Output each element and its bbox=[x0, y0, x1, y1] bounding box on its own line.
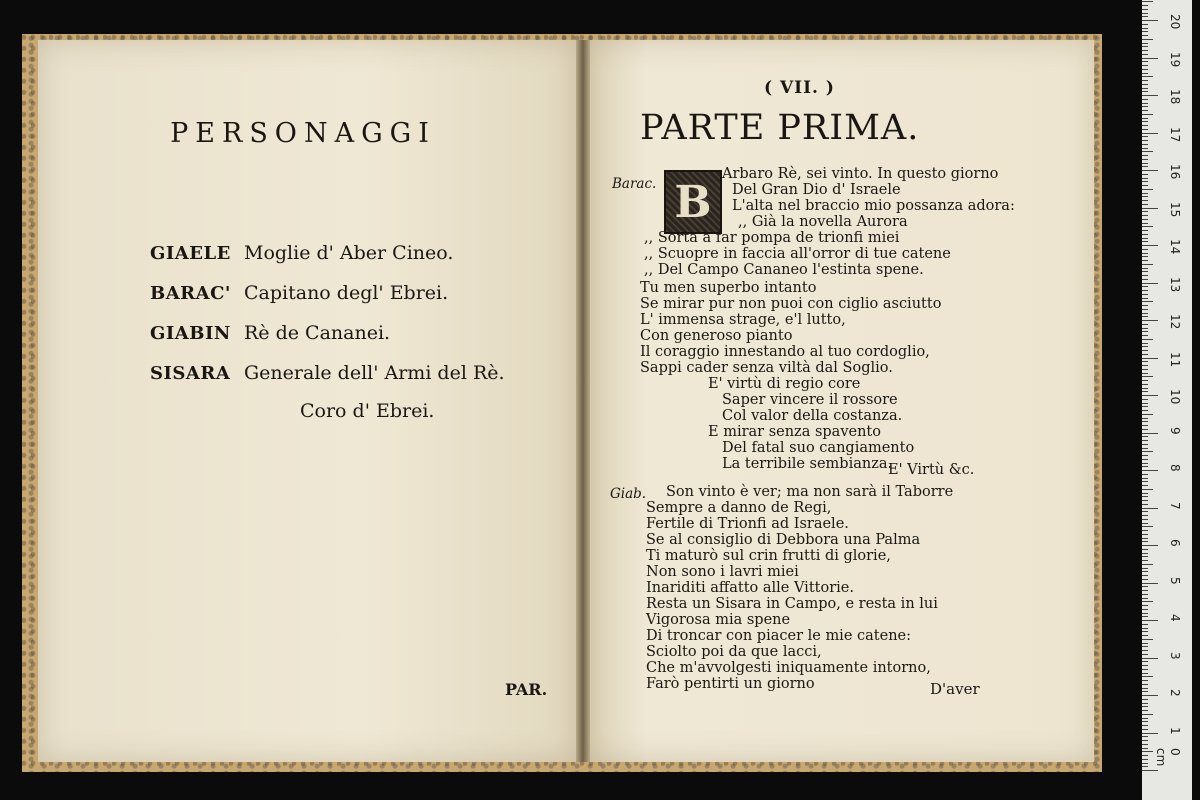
ruler-tick bbox=[1142, 151, 1153, 152]
ruler-tick bbox=[1142, 635, 1148, 636]
ruler-label: 10 bbox=[1168, 389, 1182, 405]
ruler-label: 17 bbox=[1168, 126, 1182, 142]
ruler-tick bbox=[1142, 504, 1148, 505]
ruler-tick bbox=[1142, 200, 1148, 201]
verse-line: Resta un Sisara in Campo, e resta in lui bbox=[646, 596, 938, 612]
ruler-tick bbox=[1142, 463, 1148, 464]
ruler-tick bbox=[1142, 328, 1148, 329]
ruler-tick bbox=[1142, 661, 1148, 662]
ruler-tick bbox=[1142, 256, 1148, 257]
ruler-tick bbox=[1142, 403, 1148, 404]
ruler-tick bbox=[1142, 710, 1148, 711]
verse-line: La terribile sembianza. bbox=[722, 456, 893, 472]
ruler-tick bbox=[1142, 241, 1148, 242]
measuring-ruler bbox=[1142, 0, 1192, 800]
verse-line: Inariditi affatto alle Vittorie. bbox=[646, 580, 854, 596]
ruler-tick bbox=[1142, 275, 1148, 276]
ruler-tick bbox=[1142, 673, 1148, 674]
ruler-tick bbox=[1142, 80, 1148, 81]
ruler-tick bbox=[1142, 605, 1148, 606]
cast-role: Moglie d' Aber Cineo. bbox=[244, 242, 454, 264]
ruler-tick bbox=[1142, 654, 1148, 655]
ruler-tick bbox=[1142, 230, 1148, 231]
ruler-tick bbox=[1142, 301, 1153, 302]
speaker-barac: Barac. bbox=[612, 176, 657, 192]
verse-line: Ti maturò sul crin frutti di glorie, bbox=[646, 548, 891, 564]
verse-line: Saper vincere il rossore bbox=[722, 392, 898, 408]
ruler-label: 12 bbox=[1168, 314, 1182, 330]
book-gutter bbox=[576, 40, 590, 762]
ruler-tick bbox=[1142, 541, 1148, 542]
ruler-tick bbox=[1142, 76, 1153, 77]
ruler-tick bbox=[1142, 650, 1148, 651]
verse-line: Non sono i lavri miei bbox=[646, 564, 799, 580]
ruler-tick bbox=[1142, 564, 1153, 565]
ruler-tick bbox=[1142, 714, 1153, 715]
cast-role: Capitano degl' Ebrei. bbox=[244, 282, 449, 304]
ruler-tick bbox=[1142, 688, 1148, 689]
ruler-tick bbox=[1142, 9, 1148, 10]
ruler-tick bbox=[1142, 140, 1148, 141]
ruler-tick bbox=[1142, 489, 1153, 490]
ruler-tick bbox=[1142, 384, 1148, 385]
ruler-tick bbox=[1142, 271, 1148, 272]
ruler-tick bbox=[1142, 369, 1148, 370]
ruler-tick bbox=[1142, 526, 1153, 527]
page-title: PARTE PRIMA. bbox=[640, 108, 920, 148]
ruler-label: 2 bbox=[1168, 689, 1182, 697]
ruler-tick bbox=[1142, 616, 1148, 617]
ruler-tick bbox=[1142, 395, 1158, 396]
ruler-tick bbox=[1142, 519, 1148, 520]
ruler-label: 18 bbox=[1168, 89, 1182, 105]
verse-line: ,, Sorta a far pompa de trionfi miei bbox=[644, 230, 900, 246]
ruler-tick bbox=[1142, 84, 1148, 85]
ruler-tick bbox=[1142, 624, 1148, 625]
ruler-tick bbox=[1142, 643, 1148, 644]
ruler-tick bbox=[1142, 481, 1148, 482]
ruler-tick bbox=[1142, 658, 1158, 659]
ruler-label: 3 bbox=[1168, 651, 1182, 660]
ruler-tick bbox=[1142, 106, 1148, 107]
ruler-tick bbox=[1142, 545, 1158, 546]
ruler-tick bbox=[1142, 444, 1148, 445]
verse-line: E mirar senza spavento bbox=[708, 424, 881, 440]
ruler-tick bbox=[1142, 579, 1148, 580]
ruler-tick bbox=[1142, 283, 1158, 284]
verse-line: ,, Scuopre in faccia all'orror di tue catene bbox=[644, 246, 951, 262]
ruler-tick bbox=[1142, 736, 1148, 737]
ruler-tick bbox=[1142, 305, 1148, 306]
ruler-tick bbox=[1142, 721, 1148, 722]
speaker-giab: Giab. bbox=[610, 486, 647, 502]
ruler-tick bbox=[1142, 346, 1148, 347]
ruler-tick bbox=[1142, 99, 1148, 100]
verse-line: Se mirar pur non puoi con ciglio asciutto bbox=[640, 296, 942, 312]
ruler-tick bbox=[1142, 155, 1148, 156]
ruler-tick bbox=[1142, 766, 1148, 767]
ruler-tick bbox=[1142, 530, 1148, 531]
ruler-tick bbox=[1142, 208, 1158, 209]
ruler-tick bbox=[1142, 163, 1148, 164]
ruler-tick bbox=[1142, 219, 1148, 220]
ruler-tick bbox=[1142, 50, 1148, 51]
ruler-tick bbox=[1142, 590, 1148, 591]
ruler-tick bbox=[1142, 215, 1148, 216]
ruler-label: 14 bbox=[1168, 239, 1182, 255]
ruler-tick bbox=[1142, 350, 1148, 351]
ruler-tick bbox=[1142, 406, 1148, 407]
ruler-label: 0 cm bbox=[1154, 748, 1182, 767]
verse-line: Son vinto è ver; ma non sarà il Taborre bbox=[666, 484, 954, 500]
ruler-tick bbox=[1142, 575, 1148, 576]
ruler-tick bbox=[1142, 601, 1153, 602]
personaggi-heading: PERSONAGGI bbox=[170, 118, 436, 149]
ruler-tick bbox=[1142, 91, 1148, 92]
ruler-tick bbox=[1142, 24, 1148, 25]
ruler-tick bbox=[1142, 500, 1148, 501]
cast-name: SISARA bbox=[150, 363, 231, 384]
ruler-tick bbox=[1142, 388, 1148, 389]
ruler-tick bbox=[1142, 211, 1148, 212]
ruler-tick bbox=[1142, 729, 1148, 730]
ruler-tick bbox=[1142, 568, 1148, 569]
ruler-tick bbox=[1142, 166, 1148, 167]
ruler-tick bbox=[1142, 69, 1148, 70]
cast-role: Rè de Cananei. bbox=[244, 322, 391, 344]
ruler-tick bbox=[1142, 204, 1148, 205]
ruler-tick bbox=[1142, 313, 1148, 314]
ruler-tick bbox=[1142, 639, 1153, 640]
cast-row bbox=[150, 322, 505, 362]
ruler-label: 13 bbox=[1168, 276, 1182, 292]
ruler-tick bbox=[1142, 770, 1158, 771]
ruler-tick bbox=[1142, 414, 1153, 415]
verse-line: E' Virtù &c. bbox=[888, 462, 975, 478]
verse-line: L' immensa strage, e'l lutto, bbox=[640, 312, 846, 328]
ruler-label: 15 bbox=[1168, 201, 1182, 217]
ruler-tick bbox=[1142, 331, 1148, 332]
ruler-tick bbox=[1142, 620, 1158, 621]
verse-line: Farò pentirti un giorno bbox=[646, 676, 815, 692]
ruler-tick bbox=[1142, 410, 1148, 411]
ruler-tick bbox=[1142, 28, 1148, 29]
ruler-label: 9 bbox=[1168, 426, 1182, 435]
ruler-tick bbox=[1142, 358, 1158, 359]
ruler-tick bbox=[1142, 380, 1148, 381]
ruler-tick bbox=[1142, 534, 1148, 535]
left-catchword: PAR. bbox=[505, 680, 548, 699]
ruler-tick bbox=[1142, 583, 1158, 584]
ruler-tick bbox=[1142, 418, 1148, 419]
ruler-label: 5 bbox=[1168, 576, 1182, 585]
ruler-tick bbox=[1142, 354, 1148, 355]
ruler-tick bbox=[1142, 286, 1148, 287]
ruler-tick bbox=[1142, 35, 1148, 36]
ruler-tick bbox=[1142, 399, 1148, 400]
ruler-tick bbox=[1142, 298, 1148, 299]
ruler-tick bbox=[1142, 571, 1148, 572]
verse-line: Il coraggio innestando al tuo cordoglio, bbox=[640, 344, 930, 360]
ruler-tick bbox=[1142, 58, 1158, 59]
ruler-tick bbox=[1142, 699, 1148, 700]
ruler-tick bbox=[1142, 170, 1158, 171]
ruler-tick bbox=[1142, 46, 1148, 47]
ruler-tick bbox=[1142, 511, 1148, 512]
verse-line: Che m'avvolgesti iniquamente intorno, bbox=[646, 660, 931, 676]
ruler-tick bbox=[1142, 178, 1148, 179]
ruler-tick bbox=[1142, 20, 1158, 21]
ruler-tick bbox=[1142, 290, 1148, 291]
verse-line: Sciolto poi da que lacci, bbox=[646, 644, 822, 660]
ruler-tick bbox=[1142, 740, 1148, 741]
ruler-tick bbox=[1142, 335, 1148, 336]
ruler-tick bbox=[1142, 61, 1148, 62]
ruler-label: 8 bbox=[1168, 464, 1182, 472]
ruler-tick bbox=[1142, 159, 1148, 160]
ruler-tick bbox=[1142, 706, 1148, 707]
ruler-tick bbox=[1142, 586, 1148, 587]
ruler-label: 11 bbox=[1168, 351, 1182, 367]
ruler-tick bbox=[1142, 759, 1148, 760]
verse-line: Sappi cader senza viltà dal Soglio. bbox=[640, 360, 893, 376]
ruler-tick bbox=[1142, 193, 1148, 194]
ruler-tick bbox=[1142, 5, 1148, 6]
ruler-tick bbox=[1142, 718, 1148, 719]
ruler-tick bbox=[1142, 748, 1148, 749]
ruler-tick bbox=[1142, 496, 1148, 497]
ruler-tick bbox=[1142, 515, 1148, 516]
ruler-tick bbox=[1142, 185, 1148, 186]
verse-line: Del Gran Dio d' Israele bbox=[732, 182, 901, 198]
verse-line: Di troncar con piacer le mie catene: bbox=[646, 628, 911, 644]
ruler-tick bbox=[1142, 459, 1148, 460]
ruler-tick bbox=[1142, 121, 1148, 122]
ruler-tick bbox=[1142, 365, 1148, 366]
ruler-tick bbox=[1142, 425, 1148, 426]
ruler-tick bbox=[1142, 609, 1148, 610]
verse-line: Se al consiglio di Debbora una Palma bbox=[646, 532, 921, 548]
ruler-tick bbox=[1142, 725, 1148, 726]
ruler-tick bbox=[1142, 136, 1148, 137]
verse-line: Col valor della costanza. bbox=[722, 408, 903, 424]
verse-line: ,, Del Campo Cananeo l'estinta spene. bbox=[644, 262, 924, 278]
ruler-tick bbox=[1142, 73, 1148, 74]
cast-list bbox=[150, 242, 505, 402]
ruler-tick bbox=[1142, 744, 1148, 745]
ruler-tick bbox=[1142, 65, 1148, 66]
verse-line: Con generoso pianto bbox=[640, 328, 793, 344]
ruler-tick bbox=[1142, 594, 1148, 595]
ruler-tick bbox=[1142, 436, 1148, 437]
verse-line: Tu men superbo intanto bbox=[640, 280, 817, 296]
verse-line: Sempre a danno de Regi, bbox=[646, 500, 832, 516]
ruler-tick bbox=[1142, 268, 1148, 269]
ruler-tick bbox=[1142, 763, 1148, 764]
ruler-tick bbox=[1142, 238, 1148, 239]
ruler-tick bbox=[1142, 316, 1148, 317]
ruler-tick bbox=[1142, 474, 1148, 475]
ruler-tick bbox=[1142, 129, 1148, 130]
ruler-tick bbox=[1142, 309, 1148, 310]
ruler-label: 19 bbox=[1168, 51, 1182, 67]
ruler-tick bbox=[1142, 391, 1148, 392]
verse-line: Arbaro Rè, sei vinto. In questo giorno bbox=[722, 166, 999, 182]
ruler-tick bbox=[1142, 665, 1148, 666]
ruler-tick bbox=[1142, 691, 1148, 692]
ruler-tick bbox=[1142, 421, 1148, 422]
ruler-tick bbox=[1142, 43, 1148, 44]
ruler-tick bbox=[1142, 110, 1148, 111]
ruler-tick bbox=[1142, 538, 1148, 539]
ruler-tick bbox=[1142, 39, 1153, 40]
verse-line: Del fatal suo cangiamento bbox=[722, 440, 915, 456]
ruler-tick bbox=[1142, 174, 1148, 175]
ruler-tick bbox=[1142, 440, 1148, 441]
cast-role: Generale dell' Armi del Rè. bbox=[244, 362, 505, 384]
cast-name: GIAELE bbox=[150, 243, 231, 264]
ruler-tick bbox=[1142, 125, 1148, 126]
ruler-tick bbox=[1142, 196, 1148, 197]
cast-row bbox=[150, 282, 505, 322]
ruler-tick bbox=[1142, 234, 1148, 235]
ruler-tick bbox=[1142, 680, 1148, 681]
ruler-tick bbox=[1142, 598, 1148, 599]
ruler-tick bbox=[1142, 455, 1148, 456]
ruler-tick bbox=[1142, 260, 1148, 261]
ruler-tick bbox=[1142, 508, 1158, 509]
ruler-tick bbox=[1142, 549, 1148, 550]
ruler-tick bbox=[1142, 226, 1153, 227]
cast-row bbox=[150, 242, 505, 282]
ruler-tick bbox=[1142, 376, 1153, 377]
ruler-tick bbox=[1142, 669, 1148, 670]
ruler-tick bbox=[1142, 613, 1148, 614]
ruler-tick bbox=[1142, 684, 1148, 685]
ruler-tick bbox=[1142, 88, 1148, 89]
verse-line: L'alta nel braccio mio possanza adora: bbox=[732, 198, 1015, 214]
ruler-tick bbox=[1142, 755, 1148, 756]
ruler-tick bbox=[1142, 451, 1153, 452]
ruler-tick bbox=[1142, 249, 1148, 250]
ruler-label: 4 bbox=[1168, 614, 1182, 622]
ruler-tick bbox=[1142, 324, 1148, 325]
ruler-tick bbox=[1142, 560, 1148, 561]
ruler-tick bbox=[1142, 253, 1148, 254]
ruler-tick bbox=[1142, 339, 1153, 340]
ruler-tick bbox=[1142, 751, 1153, 752]
ruler-tick bbox=[1142, 493, 1148, 494]
ruler-tick bbox=[1142, 148, 1148, 149]
ruler-label: 1 bbox=[1168, 726, 1182, 735]
ruler-tick bbox=[1142, 703, 1148, 704]
ruler-tick bbox=[1142, 556, 1148, 557]
verse-line: Vigorosa mia spene bbox=[646, 612, 791, 628]
ruler-tick bbox=[1142, 245, 1158, 246]
ruler-tick bbox=[1142, 133, 1158, 134]
ruler-label: 16 bbox=[1168, 164, 1182, 180]
ruler-tick bbox=[1142, 631, 1148, 632]
ruler-tick bbox=[1142, 264, 1153, 265]
ruler-tick bbox=[1142, 343, 1148, 344]
ruler-tick bbox=[1142, 523, 1148, 524]
page-number: ( VII. ) bbox=[764, 78, 835, 98]
ruler-tick bbox=[1142, 114, 1153, 115]
ruler-tick bbox=[1142, 189, 1153, 190]
cast-name: GIABIN bbox=[150, 323, 231, 344]
ruler-tick bbox=[1142, 13, 1148, 14]
ruler-tick bbox=[1142, 646, 1148, 647]
ruler-tick bbox=[1142, 433, 1158, 434]
ruler-tick bbox=[1142, 16, 1148, 17]
ruler-tick bbox=[1142, 628, 1148, 629]
chorus-entry: Coro d' Ebrei. bbox=[300, 400, 435, 422]
decorated-initial: B bbox=[664, 170, 722, 234]
ruler-tick bbox=[1142, 144, 1148, 145]
ruler-tick bbox=[1142, 31, 1148, 32]
ruler-tick bbox=[1142, 676, 1153, 677]
ruler-tick bbox=[1142, 553, 1148, 554]
verse-line: ,, Già la novella Aurora bbox=[738, 214, 908, 230]
cast-name: BARAC' bbox=[150, 283, 231, 304]
ruler-tick bbox=[1142, 470, 1158, 471]
ruler-tick bbox=[1142, 118, 1148, 119]
ruler-label: 6 bbox=[1168, 539, 1182, 547]
ruler-tick bbox=[1142, 733, 1158, 734]
ruler-tick bbox=[1142, 320, 1158, 321]
ruler-tick bbox=[1142, 1, 1153, 2]
ruler-tick bbox=[1142, 279, 1148, 280]
ruler-tick bbox=[1142, 466, 1148, 467]
ruler-label: 7 bbox=[1168, 501, 1182, 510]
ruler-tick bbox=[1142, 54, 1148, 55]
ruler-tick bbox=[1142, 103, 1148, 104]
ruler-tick bbox=[1142, 95, 1158, 96]
ruler-tick bbox=[1142, 695, 1158, 696]
verse-line: E' virtù di regio core bbox=[708, 376, 861, 392]
verse-line: Fertile di Trionfi ad Israele. bbox=[646, 516, 849, 532]
ruler-tick bbox=[1142, 448, 1148, 449]
ruler-tick bbox=[1142, 294, 1148, 295]
ruler-tick bbox=[1142, 478, 1148, 479]
cast-row bbox=[150, 362, 505, 402]
ruler-tick bbox=[1142, 429, 1148, 430]
right-catchword: D'aver bbox=[930, 680, 980, 698]
ruler-tick bbox=[1142, 361, 1148, 362]
ruler-tick bbox=[1142, 485, 1148, 486]
ruler-tick bbox=[1142, 373, 1148, 374]
ruler-label: 20 bbox=[1168, 14, 1182, 30]
ruler-tick bbox=[1142, 223, 1148, 224]
ruler-tick bbox=[1142, 181, 1148, 182]
